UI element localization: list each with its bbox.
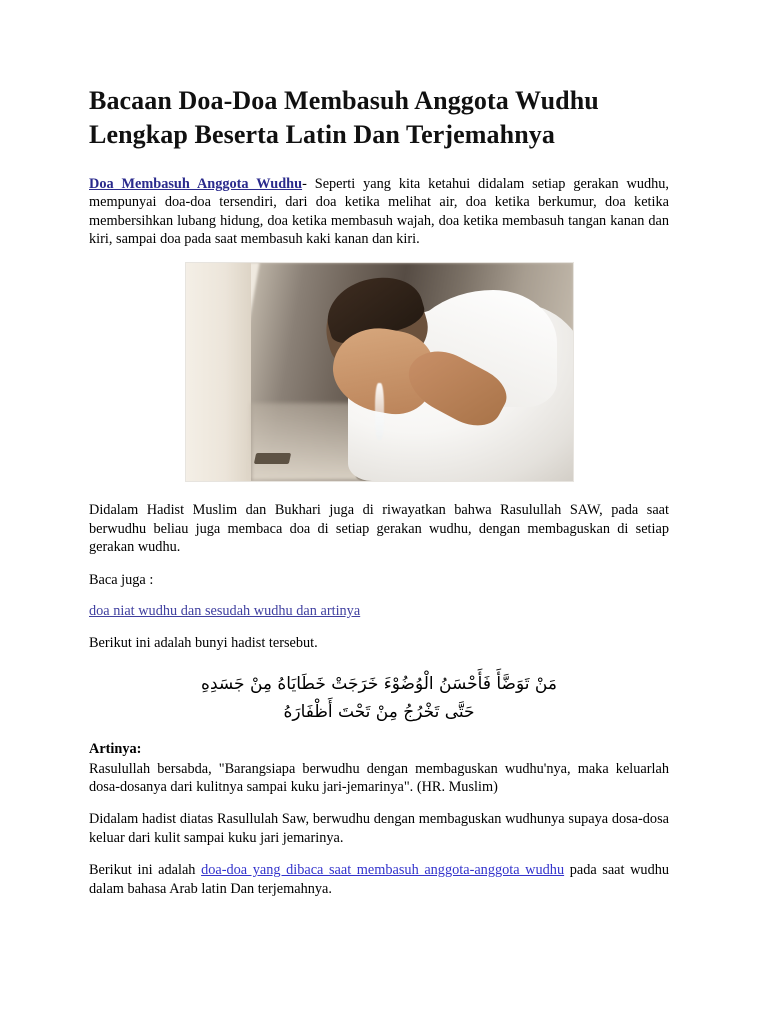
wudhu-figure	[89, 262, 669, 487]
wudhu-photo	[185, 262, 574, 482]
photo-water-stream	[375, 383, 384, 440]
link-doa-doa-membasuh-anggota[interactable]: doa-doa yang dibaca saat membasuh anggota-anggota wudhu	[201, 862, 565, 879]
artinya-text: Rasulullah bersabda, "Barangsiapa berwudhu dengan membaguskan wudhu'nya, maka keluarlah dosa-dosanya dari kulitnya sampai kuku jari-jemarinya". (HR. Muslim)	[89, 760, 669, 795]
hadist-source-paragraph: Didalam Hadist Muslim dan Bukhari juga di riwayatkan bahwa Rasulullah SAW, pada saat berwudhu beliau juga membaca doa di setiap gerakan wudhu, dengan membaguskan di setiap gerakan wudhu.	[89, 502, 669, 556]
hadist-arabic-text	[89, 670, 669, 726]
photo-tap	[254, 453, 291, 464]
baca-juga-link-paragraph	[89, 602, 669, 620]
closing-text-before: Berikut ini adalah	[89, 862, 202, 879]
intro-paragraph	[89, 175, 669, 249]
closing-text-after: pada saat wudhu dalam bahasa Arab latin Dan terjemahnya.	[89, 862, 670, 897]
page-title: Bacaan Doa-Doa Membasuh Anggota Wudhu Lengkap Beserta Latin Dan Terjemahnya	[89, 86, 599, 150]
intro-paragraph-text: - Seperti yang kita ketahui didalam setiap gerakan wudhu, mempunyai doa-doa tersendiri, dari doa ketika melihat air, doa ketika berkumur, doa ketika membersihkan lubang hidung, doa ketika membasuh wajah, doa ketika membasuh tangan kanan dan kiri, sampai doa pada saat membasuh kaki kanan dan kiri.	[89, 175, 669, 247]
penjelasan-paragraph: Didalam hadist diatas Rasullulah Saw, berwudhu dengan membaguskan wudhunya supaya dosa-dosa keluar dari kulit sampai kuku jari jemarinya.	[89, 811, 669, 846]
photo-pillar	[186, 263, 252, 481]
document-content	[89, 84, 669, 912]
hadist-arabic-line-2: حَتَّى تَخْرُجُ مِنْ تَحْتَ أَظْفَارَهُ	[283, 702, 475, 723]
hadist-arabic-line-1: مَنْ تَوَضَّأَ فَأَحْسَنُ الْوُضُوْءَ خَرَجَتْ خَطَايَاهُ مِنْ جَسَدِهِ	[201, 674, 557, 694]
artinya-paragraph	[89, 740, 669, 796]
closing-paragraph	[89, 861, 669, 898]
berikut-hadist-paragraph: Berikut ini adalah bunyi hadist tersebut.	[89, 634, 318, 651]
baca-juga-heading: Baca juga :	[89, 571, 154, 588]
artinya-label: Artinya:	[89, 741, 142, 758]
link-doa-niat-wudhu[interactable]: doa niat wudhu dan sesudah wudhu dan artinya	[89, 603, 361, 620]
link-doa-membasuh-anggota-wudhu[interactable]: Doa Membasuh Anggota Wudhu	[89, 175, 303, 192]
